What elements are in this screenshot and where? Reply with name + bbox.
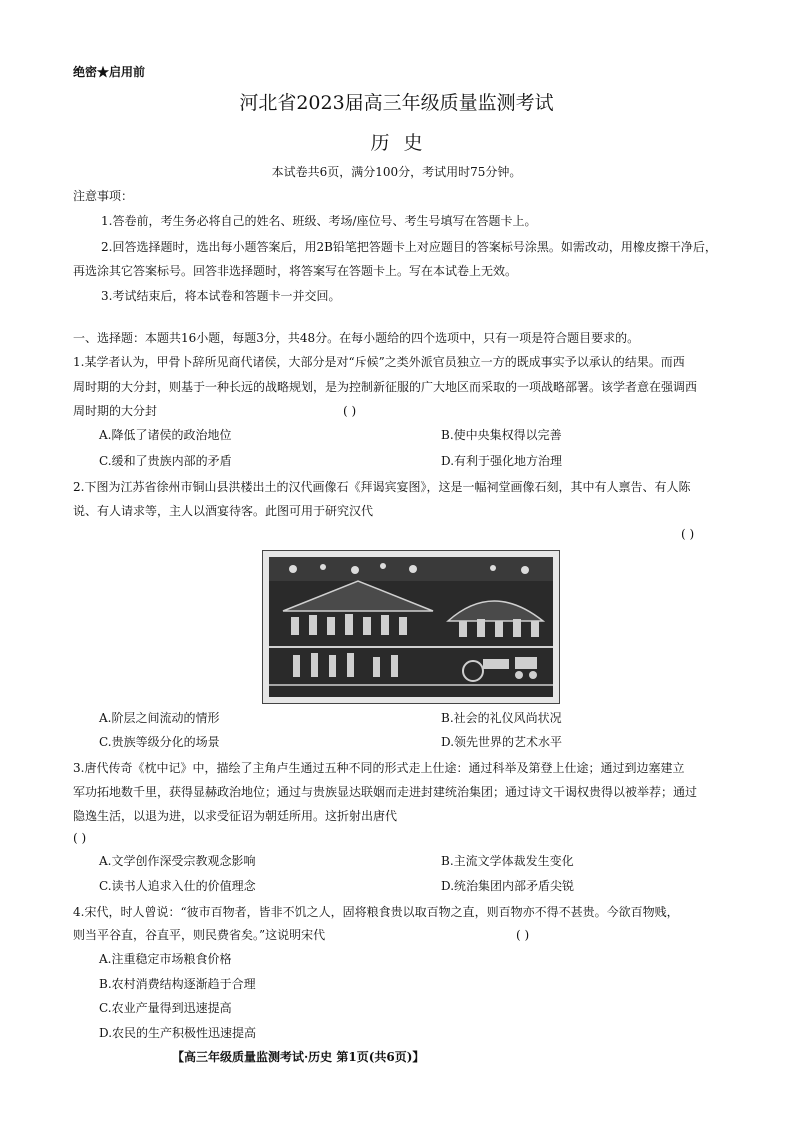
answer-paren: ( ) bbox=[73, 831, 87, 845]
option-d: D.统治集团内部矛盾尖锐 bbox=[441, 879, 575, 893]
option-d: D.有利于强化地方治理 bbox=[441, 454, 563, 468]
exam-subject: 历史 bbox=[370, 132, 437, 154]
note-item: 再选涂其它答案标号。回答非选择题时，将答案写在答题卡上。写在本试卷上无效。 bbox=[73, 264, 518, 278]
answer-paren: ( ) bbox=[343, 404, 357, 418]
option-b: B.使中央集权得以完善 bbox=[441, 428, 562, 442]
option-a: A.文学创作深受宗教观念影响 bbox=[99, 854, 256, 868]
question-1-line: 1.某学者认为，甲骨卜辞所见商代诸侯，大部分是对“斥候”之类外派官员独立一方的既成事实予以承认的结果。而西 bbox=[73, 355, 685, 369]
exam-title: 河北省2023届高三年级质量监测考试 bbox=[239, 92, 554, 114]
question-3-line: 3.唐代传奇《枕中记》中，描绘了主角卢生通过五种不同的形式走上仕途：通过科举及第登上仕途；通过到边塞建立 bbox=[73, 761, 685, 775]
relief-image bbox=[262, 550, 560, 704]
option-b: B.主流文学体裁发生变化 bbox=[441, 854, 574, 868]
question-4-line: 则当平谷直，谷直平，则民费省矣。”这说明宋代 bbox=[73, 928, 326, 942]
option-a: A.降低了诸侯的政治地位 bbox=[99, 428, 232, 442]
note-item: 1.答卷前，考生务必将自己的姓名、班级、考场/座位号、考生号填写在答题卡上。 bbox=[101, 214, 537, 228]
option-d: D.农民的生产积极性迅速提高 bbox=[99, 1026, 257, 1040]
confidential-mark: 绝密★启用前 bbox=[73, 65, 146, 79]
question-4-line: 4.宋代，时人曾说：“彼市百物者，皆非不饥之人，固将粮食贵以取百物之直，则百物亦不得不甚贵。今欲百物贱， bbox=[73, 905, 679, 919]
option-c: C.农业产量得到迅速提高 bbox=[99, 1001, 232, 1015]
answer-paren: ( ) bbox=[681, 527, 695, 541]
option-c: C.缓和了贵族内部的矛盾 bbox=[99, 454, 232, 468]
relief-drawing bbox=[263, 551, 559, 703]
question-1-line: 周时期的大分封 bbox=[73, 404, 158, 418]
option-a: A.注重稳定市场粮食价格 bbox=[99, 952, 232, 966]
note-item: 3.考试结束后，将本试卷和答题卡一并交回。 bbox=[101, 289, 341, 303]
option-c: C.读书人追求入仕的价值理念 bbox=[99, 879, 256, 893]
option-d: D.领先世界的艺术水平 bbox=[441, 735, 563, 749]
option-c: C.贵族等级分化的场景 bbox=[99, 735, 220, 749]
option-b: B.社会的礼仪风尚状况 bbox=[441, 711, 562, 725]
question-2-line: 2.下图为江苏省徐州市铜山县洪楼出土的汉代画像石《拜谒宾宴图》，这是一幅祠堂画像石刻，其中有人禀告、有人陈 bbox=[73, 480, 691, 494]
question-1-line: 周时期的大分封，则基于一种长远的战略规划，是为控制新征服的广大地区而采取的一项战略部署。该学者意在强调西 bbox=[73, 380, 698, 394]
question-3-line: 军功拓地数千里，获得显赫政治地位；通过与贵族显达联姻而走进封建统治集团；通过诗文干谒权贵得以被举荐；通过 bbox=[73, 785, 698, 799]
answer-paren: ( ) bbox=[516, 928, 530, 942]
note-item: 2.回答选择题时，选出每小题答案后，用2B铅笔把答题卡上对应题目的答案标号涂黑。如需改动，用橡皮擦干净后， bbox=[101, 240, 717, 254]
question-2-line: 说、有人请求等，主人以酒宴待客。此图可用于研究汉代 bbox=[73, 504, 374, 518]
notes-heading: 注意事项： bbox=[73, 189, 134, 203]
page-footer: 【高三年级质量监测考试·历史 第1页(共6页)】 bbox=[172, 1050, 425, 1064]
option-a: A.阶层之间流动的情形 bbox=[99, 711, 220, 725]
exam-info: 本试卷共6页，满分100分，考试用时75分钟。 bbox=[271, 165, 522, 179]
option-b: B.农村消费结构逐渐趋于合理 bbox=[99, 977, 256, 991]
question-3-line: 隐逸生活，以退为进，以求受征诏为朝廷所用。这折射出唐代 bbox=[73, 809, 398, 823]
section-heading: 一、选择题：本题共16小题，每题3分，共48分。在每小题给的四个选项中，只有一项是符合题目要求的。 bbox=[73, 331, 640, 345]
